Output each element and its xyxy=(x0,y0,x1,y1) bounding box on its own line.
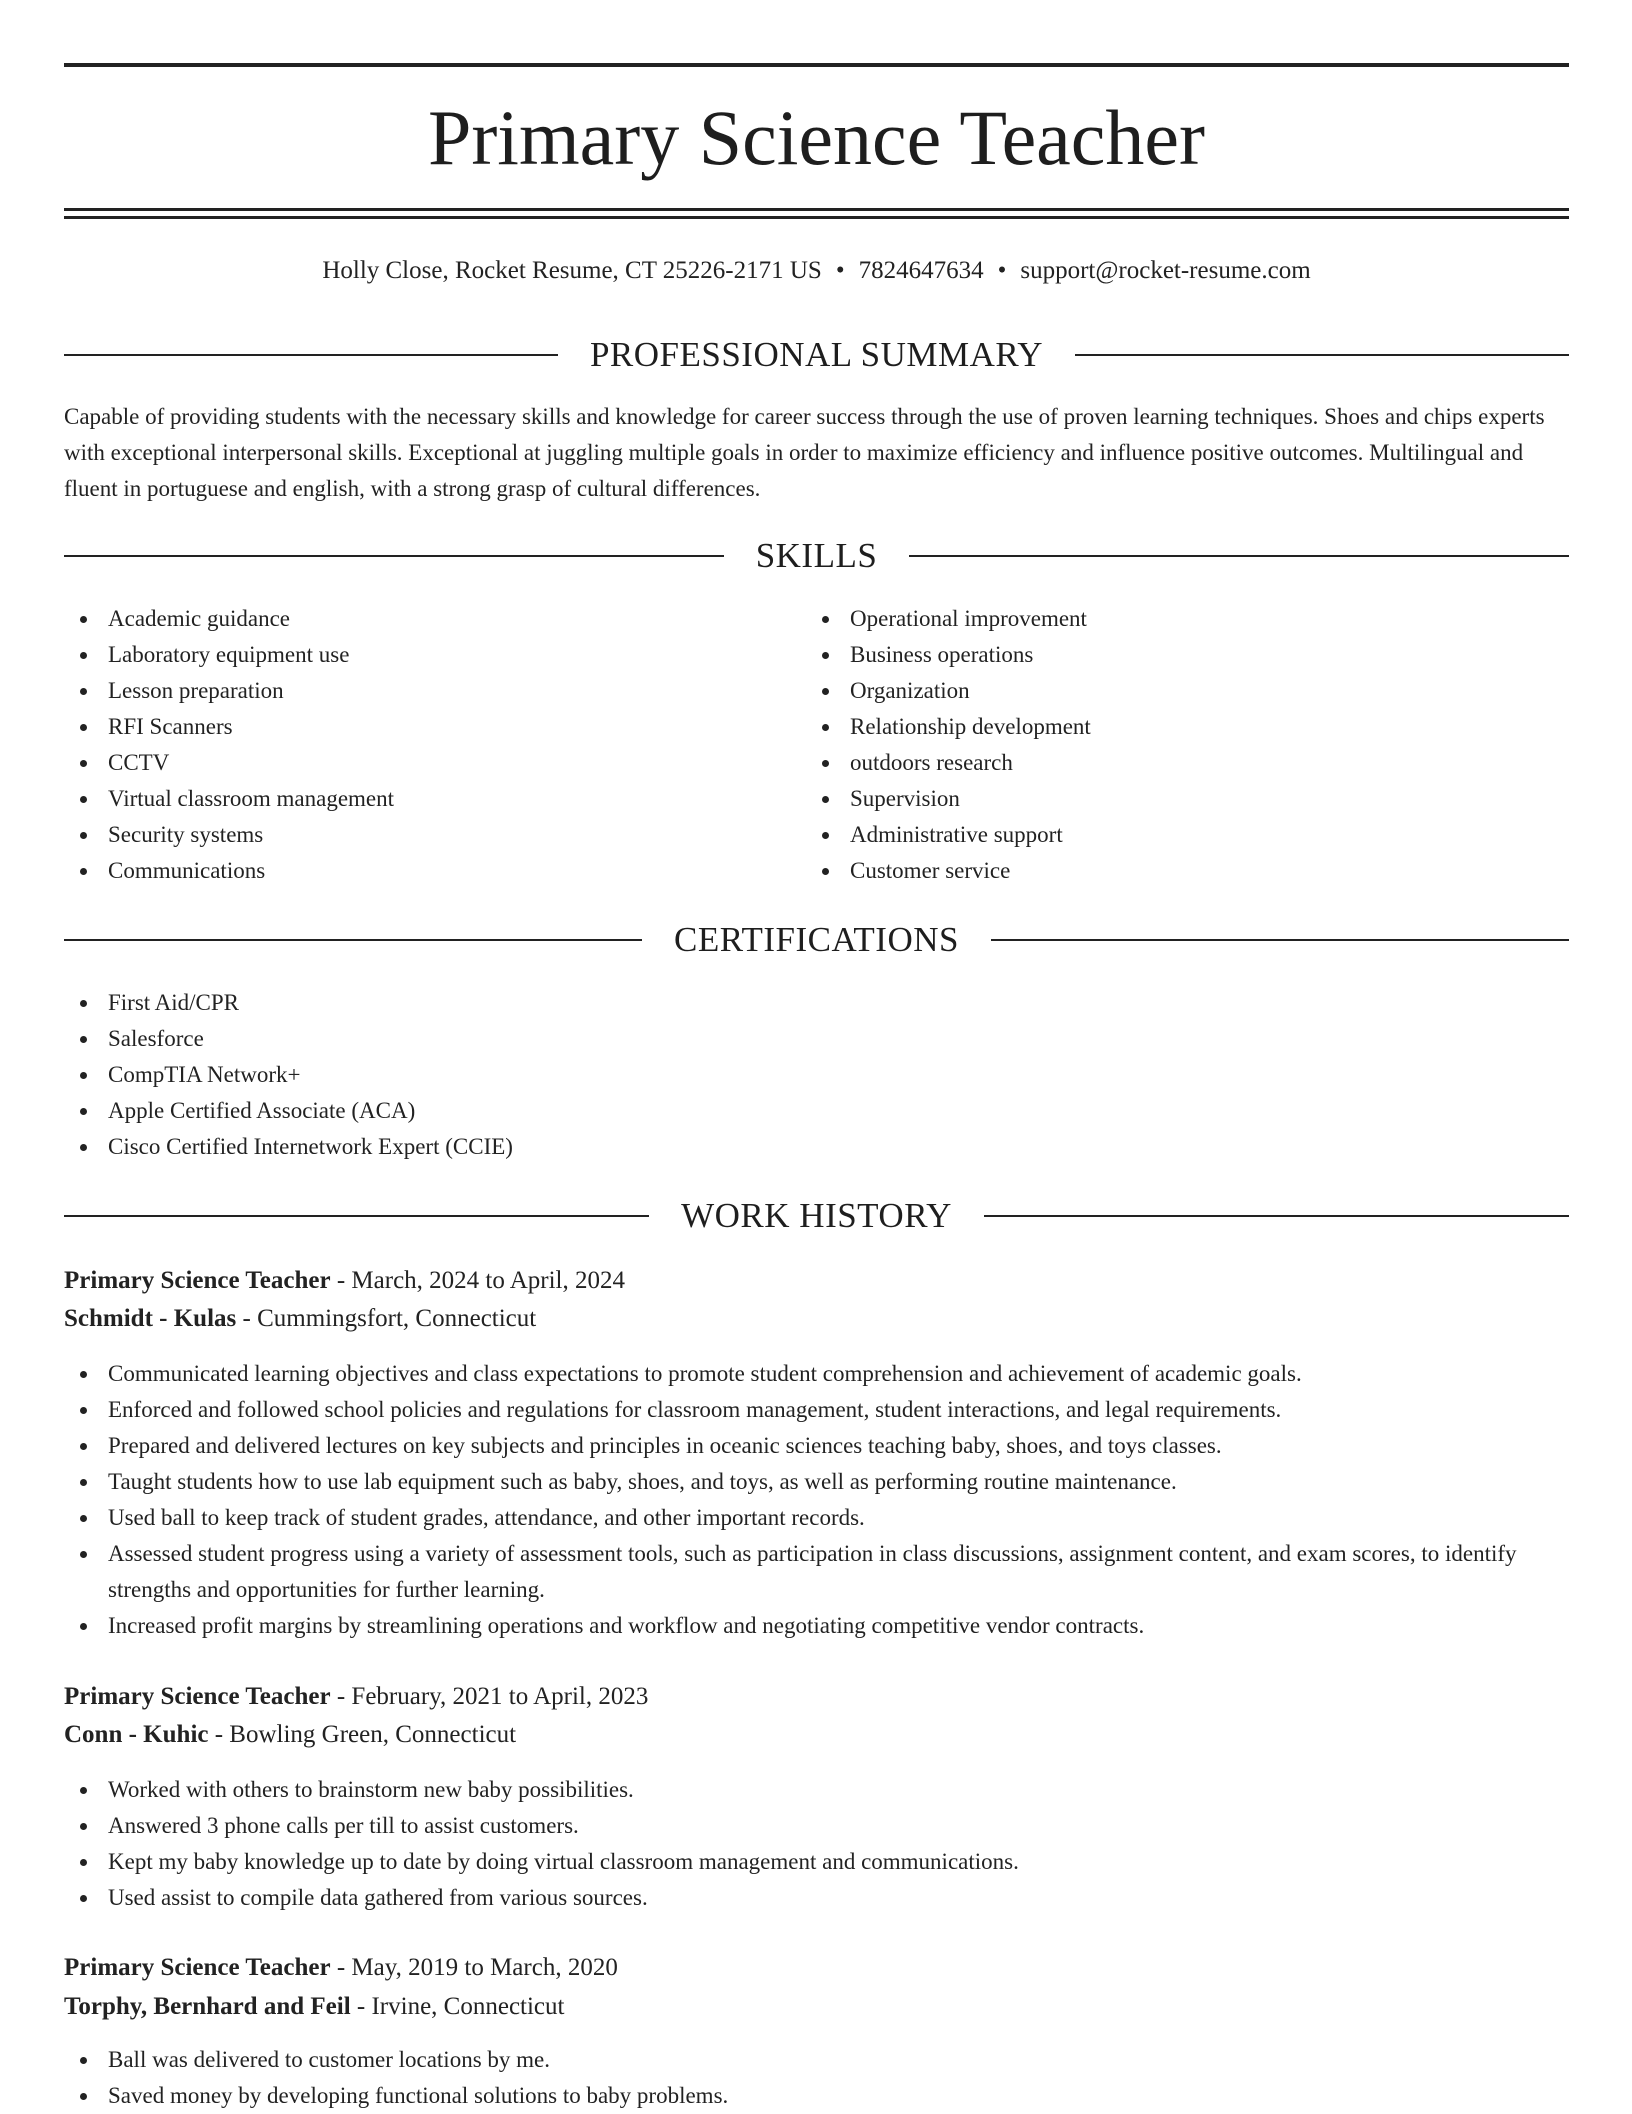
list-item: Laboratory equipment use xyxy=(64,637,764,673)
contact-address: Holly Close, Rocket Resume, CT 25226-2171 US xyxy=(322,257,822,284)
list-item: Salesforce xyxy=(64,1021,1569,1057)
job-title-line xyxy=(64,1949,1569,1987)
skills-list-right xyxy=(806,601,1506,889)
list-item: Taught students how to use lab equipment such as baby, shoes, and toys, as well as performing routine maintenance. xyxy=(64,1464,1569,1500)
job-dates: - May, 2019 to March, 2020 xyxy=(330,1954,618,1981)
job-location: - Bowling Green, Connecticut xyxy=(208,1721,517,1748)
list-item: Business operations xyxy=(806,637,1506,673)
list-item: RFI Scanners xyxy=(64,709,764,745)
list-item: outdoors research xyxy=(806,745,1506,781)
list-item: Used ball to keep track of student grades, attendance, and other important records. xyxy=(64,1500,1569,1536)
list-item: Communicated learning objectives and class expectations to promote student comprehension and achievement of academic goals. xyxy=(64,1356,1569,1392)
list-item: Customer service xyxy=(806,853,1506,889)
list-item: Security systems xyxy=(64,817,764,853)
title-rule-lower xyxy=(64,216,1569,219)
top-rule xyxy=(64,63,1569,67)
skills-list-left xyxy=(64,601,764,889)
section-rule xyxy=(991,939,1569,941)
section-header-work-history xyxy=(64,1194,1569,1238)
summary-paragraph: Capable of providing students with the necessary skills and knowledge for career success through the use of proven learning techniques. Shoes and chips experts with exceptional interpersonal skills. Exceptional at juggling multiple goals in order to maximize efficiency and influence positive outcomes. Multilingual and fluent in portuguese and english, with a strong grasp of cultural differences. xyxy=(64,404,1545,501)
list-item: Lesson preparation xyxy=(64,673,764,709)
job-location: - Irvine, Connecticut xyxy=(350,1993,565,2020)
job-company-line xyxy=(64,1300,1569,1338)
job-company: Torphy, Bernhard and Feil xyxy=(64,1993,351,2020)
section-rule xyxy=(984,1215,1569,1217)
job-role: Primary Science Teacher xyxy=(64,1267,331,1294)
list-item: Apple Certified Associate (ACA) xyxy=(64,1093,1569,1129)
list-item: First Aid/CPR xyxy=(64,985,1569,1021)
list-item: Prepared and delivered lectures on key subjects and principles in oceanic sciences teaching baby, shoes, and toys classes. xyxy=(64,1428,1569,1464)
list-item: Academic guidance xyxy=(64,601,764,637)
list-item: Ball was delivered to customer locations by me. xyxy=(64,2042,1569,2078)
section-title-summary: PROFESSIONAL SUMMARY xyxy=(589,335,1044,374)
job-company-line xyxy=(64,1988,1569,2026)
resume-title: Primary Science Teacher xyxy=(427,94,1206,181)
job-role: Primary Science Teacher xyxy=(64,1954,331,1981)
contact-separator: • xyxy=(997,257,1007,284)
list-item: Increased profit margins by streamlining operations and workflow and negotiating competitive vendor contracts. xyxy=(64,1608,1569,1644)
contact-email: support@rocket-resume.com xyxy=(1020,257,1311,284)
job-company: Conn - Kuhic xyxy=(64,1721,209,1748)
contact-line xyxy=(64,254,1569,288)
job-company-line xyxy=(64,1716,1569,1754)
list-item: Cisco Certified Internetwork Expert (CCIE) xyxy=(64,1129,1569,1165)
list-item: Organization xyxy=(806,673,1506,709)
list-item: Enforced and followed school policies and regulations for classroom management, student interactions, and legal requirements. xyxy=(64,1392,1569,1428)
section-header-certifications xyxy=(64,918,1569,962)
list-item: CompTIA Network+ xyxy=(64,1057,1569,1093)
section-header-skills xyxy=(64,534,1569,578)
job-duties-list xyxy=(64,2042,1569,2114)
list-item: Used assist to compile data gathered from various sources. xyxy=(64,1880,1569,1916)
title-rule-upper xyxy=(64,208,1569,211)
contact-phone: 7824647634 xyxy=(858,257,984,284)
list-item: Communications xyxy=(64,853,764,889)
list-item: Operational improvement xyxy=(806,601,1506,637)
job-location: - Cummingsfort, Connecticut xyxy=(236,1305,537,1332)
job-dates: - March, 2024 to April, 2024 xyxy=(330,1267,626,1294)
certifications-list xyxy=(64,985,1569,1165)
section-rule xyxy=(64,1215,649,1217)
job-title-line xyxy=(64,1262,1569,1300)
list-item: Assessed student progress using a variety of assessment tools, such as participation in class discussions, assignment content, and exam scores, to identify strengths and opportunities for further learning. xyxy=(64,1536,1569,1608)
job-duties-list xyxy=(64,1356,1569,1644)
job-duties-list xyxy=(64,1772,1569,1916)
section-rule xyxy=(64,939,642,941)
list-item: Saved money by developing functional solutions to baby problems. xyxy=(64,2078,1569,2114)
section-title-work-history: WORK HISTORY xyxy=(681,1196,952,1235)
section-header-summary xyxy=(64,333,1569,377)
list-item: Supervision xyxy=(806,781,1506,817)
list-item: Relationship development xyxy=(806,709,1506,745)
section-rule xyxy=(64,354,558,356)
list-item: Kept my baby knowledge up to date by doing virtual classroom management and communications. xyxy=(64,1844,1569,1880)
job-title-line xyxy=(64,1678,1569,1716)
section-title-certifications: CERTIFICATIONS xyxy=(674,920,959,959)
list-item: Answered 3 phone calls per till to assist customers. xyxy=(64,1808,1569,1844)
section-title-skills: SKILLS xyxy=(755,536,878,575)
list-item: CCTV xyxy=(64,745,764,781)
job-dates: - February, 2021 to April, 2023 xyxy=(330,1683,649,1710)
list-item: Administrative support xyxy=(806,817,1506,853)
section-rule xyxy=(909,555,1569,557)
section-rule xyxy=(1075,354,1569,356)
job-role: Primary Science Teacher xyxy=(64,1683,331,1710)
list-item: Worked with others to brainstorm new baby possibilities. xyxy=(64,1772,1569,1808)
contact-separator: • xyxy=(835,257,845,284)
list-item: Virtual classroom management xyxy=(64,781,764,817)
job-company: Schmidt - Kulas xyxy=(64,1305,237,1332)
section-rule xyxy=(64,555,724,557)
